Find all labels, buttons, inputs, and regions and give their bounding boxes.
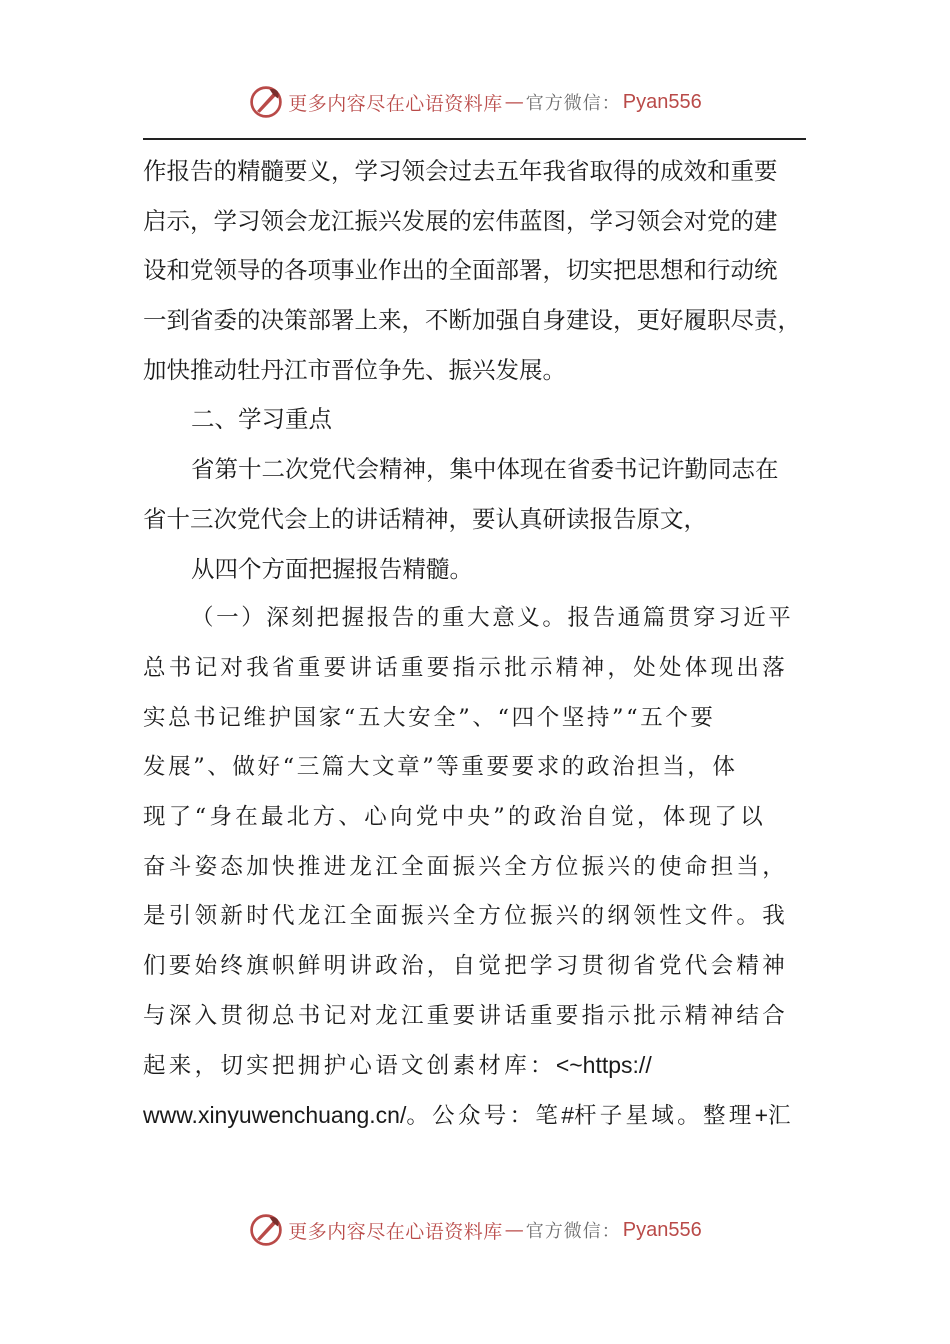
header-wechat-label: 官方微信：: [525, 93, 621, 114]
body-line: 加快推动牡丹江市晋位争先、振兴发展。: [143, 355, 566, 384]
document-body: [143, 147, 808, 1141]
body-line: 现了“身在最北方、心向党中央”的政治自觉，体现了以: [143, 803, 767, 830]
body-line: 们要始终旗帜鲜明讲政治，自觉把学习贯彻省党代会精神: [143, 953, 789, 979]
body-text-segment: 汇: [768, 1103, 794, 1130]
body-line: 作报告的精髓要义，学习领会过去五年我省取得的成效和重要: [143, 157, 778, 185]
quill-logo-icon: [248, 1212, 284, 1248]
url-fragment: <~https://: [555, 1052, 652, 1079]
url-text: www.xinyuwenchuang.cn/: [143, 1102, 407, 1129]
body-line: 一到省委的决策部署上来，不断加强自身建设，更好履职尽责，: [143, 306, 801, 335]
body-line: 与深入贯彻总书记对龙江重要讲话重要指示批示精神结合: [143, 1002, 789, 1029]
body-line: 是引领新时代龙江全面振兴全方位振兴的纲领性文件。我: [143, 903, 789, 930]
body-line: 设和党领导的各项事业作出的全面部署，切实把思想和行动统: [143, 256, 778, 285]
body-line-with-url: [143, 1041, 808, 1091]
footer-wechat-label: 官方微信：: [525, 1221, 621, 1242]
header-separator: —: [504, 91, 524, 113]
footer-wechat-account: Pyan556: [622, 1218, 702, 1241]
body-line: 奋斗姿态加快推进龙江全面振兴全方位振兴的使命担当，: [143, 853, 789, 880]
body-line: 从四个方面把握报告精髓。: [191, 554, 473, 583]
header-brand: 更多内容尽在心语资料库: [288, 92, 503, 115]
header-divider: [143, 138, 806, 140]
body-text-segment: 起来，切实把拥护心语文创素材库：: [143, 1053, 556, 1080]
footer-brand: 更多内容尽在心语资料库: [288, 1220, 503, 1243]
footer-separator: —: [504, 1219, 524, 1241]
body-line: 发展”、做好“三篇大文章”等重要要求的政治担当，体: [143, 754, 738, 781]
body-line: 总书记对我省重要讲话重要指示批示精神，处处体现出落: [143, 654, 789, 681]
subsection-line: （一）深刻把握报告的重大意义。报告通篇贯穿习近平: [191, 605, 794, 632]
body-line: 省第十二次党代会精神，集中体现在省委书记许勤同志在: [191, 455, 779, 484]
body-line-with-url: [143, 1091, 808, 1141]
hash-symbol: #: [561, 1102, 574, 1129]
plus-symbol: +: [754, 1102, 769, 1129]
body-line: 省十三次党代会上的讲话精神，要认真研读报告原文，: [143, 504, 707, 533]
header-wechat-account: Pyan556: [622, 90, 702, 113]
quill-logo-icon: [248, 84, 284, 120]
body-text-segment: 。公众号：笔: [406, 1103, 562, 1130]
header-banner: [0, 80, 950, 124]
body-text-segment: 杆子星域。整理: [573, 1103, 755, 1130]
body-line: 实总书记维护国家“五大安全”、“四个坚持”“五个要: [143, 704, 716, 731]
section-heading: 二、学习重点: [191, 405, 332, 434]
footer-banner: [0, 1208, 950, 1252]
body-line: 启示，学习领会龙江振兴发展的宏伟蓝图，学习领会对党的建: [143, 206, 778, 235]
